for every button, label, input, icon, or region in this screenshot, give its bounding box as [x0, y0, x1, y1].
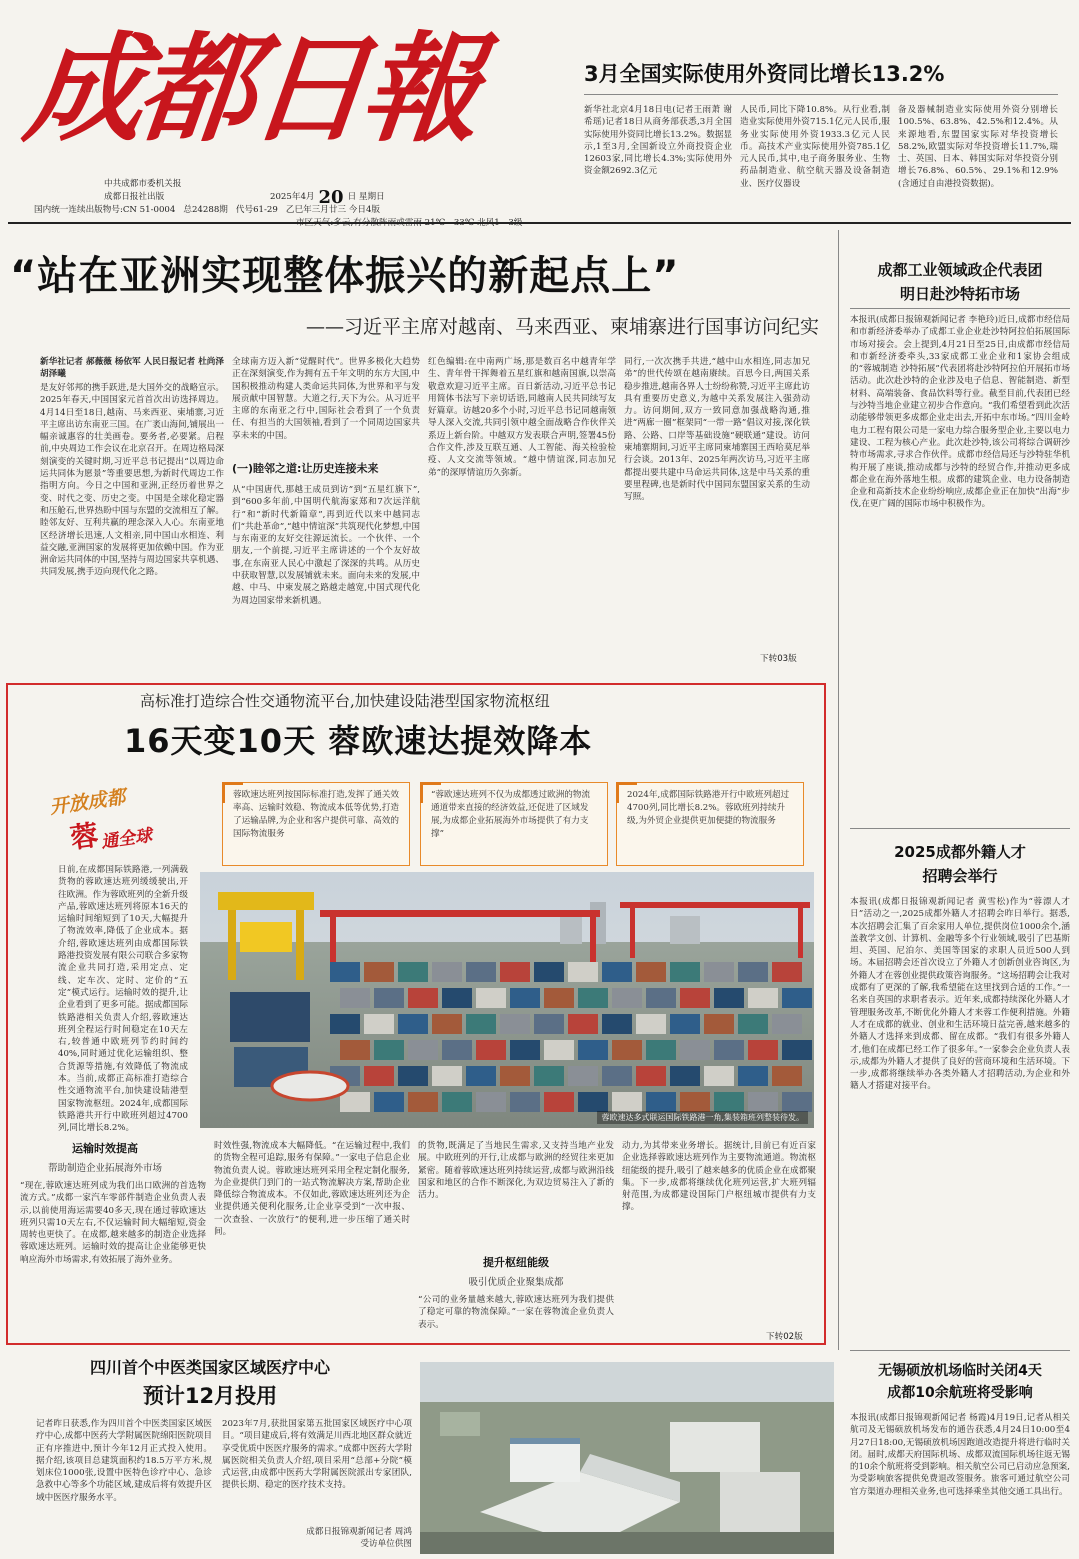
feature-col-c2: “公司的业务量越来越大,蓉欧速达班列为我们提供了稳定可靠的物流保障。”一家在蓉物流企业负责人表示。 — [418, 1295, 614, 1330]
container-block — [544, 1040, 574, 1060]
feature-col-c: 的货物,既满足了当地民生需求,又支持当地产业发展。中欧班列的开行,让成都与欧洲的经贸往来更加紧密。随着蓉欧速达班列持续运营,成都与欧洲沿线国家和地区的合作不断深化,为双边贸易注入了新的活力。 — [418, 1141, 614, 1201]
container-block — [340, 1040, 370, 1060]
container-block — [646, 1092, 676, 1112]
lead-headline: “站在亚洲实现整体振兴的新起点上” — [10, 253, 680, 299]
container-block — [782, 988, 812, 1008]
credit-photo: 受访单位供图 — [360, 1539, 412, 1550]
container-block — [510, 1092, 540, 1112]
container-block — [374, 1092, 404, 1112]
date-year-month: 2025年4月 — [270, 192, 315, 202]
side1-headline-line-1: 成都工业领域政企代表团 — [877, 261, 1043, 279]
container-block — [612, 1040, 642, 1060]
container-block — [510, 1040, 540, 1060]
top-right-col-3: 备及器械制造业实际使用外资分别增长100.5%、63.8%、42.5%和12.4%。从来源地看,东盟国家实际对华投资增长58.2%,欧盟实际对华投资增长11.7%,瑞士、英国、日本、韩国实际对华投资分别增长76.8%、60.5%、29.1%和12.9%(含通过自由港投资数据)。 — [898, 105, 1058, 189]
container-block — [680, 1092, 710, 1112]
container-block — [374, 988, 404, 1008]
container-block — [408, 1092, 438, 1112]
masthead-logo: 成都日報 — [19, 19, 482, 158]
container-block — [330, 962, 360, 982]
container-block — [602, 1066, 632, 1086]
container-block — [408, 988, 438, 1008]
container-block — [680, 1040, 710, 1060]
container-block — [612, 1092, 642, 1112]
container-block — [374, 1040, 404, 1060]
bottom-right-headline — [850, 1360, 1070, 1404]
feature-subhead-2-title: 提升枢纽能级 — [483, 1256, 549, 1269]
container-block — [578, 1092, 608, 1112]
container-block — [636, 962, 666, 982]
container-block — [476, 988, 506, 1008]
badge-line-3: 通全球 — [99, 825, 154, 853]
container-block — [782, 1092, 812, 1112]
credit-reporter: 成都日报锦观新闻记者 周鸿 — [306, 1527, 412, 1537]
container-block — [602, 1014, 632, 1034]
badge-line-1: 开放成都 — [48, 786, 127, 819]
container-block — [476, 1092, 506, 1112]
container-block — [534, 1014, 564, 1034]
container-block — [738, 1066, 768, 1086]
lead-section-title: (一)睦邻之道:让历史连接未来 — [232, 462, 379, 475]
container-block — [510, 988, 540, 1008]
container-block — [466, 962, 496, 982]
bottom-left-headline-line-2: 预计12月投用 — [142, 1384, 278, 1408]
feature-col-a: “现在,蓉欧速达班列成为我们出口欧洲的首选物流方式。”成都一家汽车零部件制造企业负责人表示,以前使用海运需要40多天,现在通过蓉欧速达班列只需10天左右,不仅运输时间大幅缩短,资金周转也更快了。在成都,越来越多的制造企业选择蓉欧速达班列。运输时效的提高让企业能够更快响应海外市场需求,有效拓展了海外业务。 — [20, 1181, 206, 1265]
callout-1 — [222, 782, 410, 866]
container-block — [748, 1040, 778, 1060]
container-block — [738, 962, 768, 982]
container-block — [704, 1066, 734, 1086]
container-block — [646, 1040, 676, 1060]
feature-subhead-2-subtitle: 吸引优质企业聚集成都 — [468, 1277, 564, 1288]
feature-subhead-1-subtitle: 帮助制造企业拓展海外市场 — [47, 1163, 162, 1174]
container-block — [330, 1014, 360, 1034]
hospital-aerial-illustration — [420, 1362, 834, 1554]
side2-headline-line-2: 招聘会举行 — [922, 867, 998, 885]
feature-col-b: 时效性强,物流成本大幅降低。“在运输过程中,我们的货物全程可追踪,服务有保障。”一家电子信息企业物流负责人说。蓉欧速达班列采用全程定制化服务,为企业提供门到门的一站式物流解决方案,帮助企业降低综合物流成本。不仅如此,蓉欧速达班列还为企业提供通关便利化服务,让企业享受到“一次申报、一次查验、一次放行”的便利,进一步压缩了通关时间。 — [214, 1141, 410, 1238]
publisher-line: 中共成都市委机关报 — [104, 179, 182, 189]
container-block — [432, 1066, 462, 1086]
container-block — [772, 1014, 802, 1034]
callout-2-text: “蓉欧速达班列不仅为成都透过欧洲的物流通道带来直接的经济效益,还促进了区域发展,为成都企业拓展海外市场提供了有力支撑” — [431, 790, 591, 839]
container-block — [534, 962, 564, 982]
callout-1-text: 蓉欧速达班列按国际标准打造,发挥了通关效率高、运输时效稳、物流成本低等优势,打造了运输品牌,为企业和客户提供可靠、高效的国际物流服务 — [233, 790, 400, 839]
container-block — [578, 988, 608, 1008]
container-block — [364, 1066, 394, 1086]
lead-subheadline: ——习近平主席对越南、马来西亚、柬埔寨进行国事访问纪实 — [306, 316, 820, 338]
container-block — [500, 962, 530, 982]
container-block — [466, 1066, 496, 1086]
container-block — [578, 1040, 608, 1060]
container-block — [602, 962, 632, 982]
container-block — [432, 1014, 462, 1034]
bottom-right-headline-line-2: 成都10余航班将受影响 — [887, 1385, 1033, 1401]
issue-number: 总24288期 — [183, 205, 228, 215]
side2-headline — [850, 840, 1070, 888]
container-block — [704, 1014, 734, 1034]
feature-subhead-1-title: 运输时效提高 — [72, 1142, 138, 1155]
container-block — [738, 1014, 768, 1034]
container-block — [714, 988, 744, 1008]
date-weekday: 日 星期日 — [347, 192, 385, 202]
lead-col-3: 红色编辑:在中南两广场,那是数百名中越青年学生、青年骨干挥舞着五星红旗和越南国旗,以崇高敬意欢迎习近平主席。百日新活动,习近平总书记用简体书法写下亲切话语,同越南人民共同续写友好篇章。访越20多个小时,习近平总书记同越南领导人深入交流,共同引领中越全面战略合作伙伴关系迈上新台阶。中越双方发表联合声明,签署45份合作文件,涉及互联互通、人工智能、海关检验检疫、人文交流等领域。“越中情谊深,同志加兄弟”的深厚情谊历久弥新。 — [428, 357, 616, 478]
side1-body: 本报讯(成都日报锦观新闻记者 李艳玲)近日,成都市经信局和市新经济委举办了成都工业企业赴沙特阿拉伯拓展国际市场对接会。会上提到,4月21日至25日,由成都市经信局和市新经济委牵头,33家成都工业企业和1家协会组成的“蓉城制造 沙特拓展”代表团将赴沙特阿拉伯开展拓市场活动。此次赴沙特的企业涉及电子信息、智能制造、新型材料、高端装备、食品饮料等行业。截至目前,代表团已经与沙特当地企业建立初步合作意向。“我们希望看到此次活动能够带领更多成都企业走出去,开拓中东市场。”四川金岭电力工程有限公司是一家电力综合服务型企业,主要以电力建设、工程为核心产业。此次赴沙特,该公司将综合调研沙特市场需求,寻求合作伙伴。成都市经信局还与沙特驻华机构开展了座谈,推动成都与沙特的经贸合作,并推动更多成都企业在海外落地生根。成都的建筑企业、电力设备制造企业和高新技术企业纷纷响应,成都企业正在加快“出海”步伐,在更广阔的国际市场中积极作为。 — [850, 315, 1070, 510]
side1-headline — [850, 258, 1070, 306]
container-block — [544, 988, 574, 1008]
lead-col-2b: 从“中国唐代,那越王成员到访”到“五星红旗下”,到“600多年前,中国明代航海家郑和7次远洋航行”和“新时代新篇章”,再到近代以来中越同志们“共赴革命”,“越中情谊深”共筑现代化梦想,中国与东南亚的友好交往源远流长。一个伙伴、一个朋友,一个前提,习近平主席讲述的一个个友好故事,在东南亚人民心中激起了深深的共鸣。从历史中获取智慧,以发展铺就未来。面向未来的发展,中越、中马、中柬发展之路越走越宽,中国式现代化为周边国家带来新机遇。 — [232, 485, 420, 606]
container-block — [442, 988, 472, 1008]
feature-continued: 下转02版 — [766, 1332, 803, 1342]
lead-col-2: 全球南方迈入新“觉醒时代”。世界多极化大趋势正在深刻演变,作为拥有五千年文明的东方大国,中国积极推动构建人类命运共同体,为世界和平与发展贡献中国智慧。大道之行,天下为公。从习近平主席的东南亚之行中,国际社会看到了一个负责任、有担当的大国领袖,看到了一个同周边国家共享未来的中国。 — [232, 357, 420, 441]
rail-port-photo — [200, 872, 814, 1128]
issn: 国内统一连续出版物号:CN 51-0004 — [34, 205, 176, 215]
bottom-left-headline-line-1: 四川首个中医类国家区域医疗中心 — [89, 1358, 330, 1377]
container-block — [466, 1014, 496, 1034]
postal-code: 代号61-29 — [235, 205, 278, 215]
container-block — [568, 1014, 598, 1034]
container-block — [432, 962, 462, 982]
container-block — [670, 1014, 700, 1034]
feature-headline: 16天变10天 蓉欧速达提效降本 — [124, 722, 593, 760]
container-block — [748, 1092, 778, 1112]
bottom-left-headline — [10, 1354, 410, 1410]
side2-headline-line-1: 2025成都外籍人才 — [894, 843, 1026, 861]
date-day: 20 — [318, 187, 344, 208]
top-right-col-2: 人民币,同比下降10.8%。从行业看,制造业实际使用外资715.1亿元人民币,服务业实际使用外资1933.3亿元人民币。高技术产业实际使用外资785.1亿元人民币,其中,电子商务服务业、生物药品制造业、航空航天器及设备制造业、医疗仪器设 — [740, 105, 890, 189]
container-block — [398, 1066, 428, 1086]
feature-col-d: 动力,为其带来业务增长。据统计,目前已有近百家企业选择蓉欧速达班列作为主要物流通道。物流枢纽能级的提升,吸引了越来越多的优质企业在成都聚集。下一步,成都将继续优化班列运营,扩大班列辐射范围,为成都建设国际门户枢纽城市提供有力支撑。 — [622, 1141, 816, 1213]
container-block — [704, 962, 734, 982]
top-right-headline: 3月全国实际使用外资同比增长13.2% — [584, 62, 945, 86]
container-block — [500, 1066, 530, 1086]
container-block — [782, 1040, 812, 1060]
container-block — [568, 962, 598, 982]
container-block — [646, 988, 676, 1008]
badge-line-2: 蓉 — [68, 818, 101, 855]
publisher-line-2: 成都日报社出版 — [104, 192, 165, 202]
container-block — [612, 988, 642, 1008]
rail-port-illustration — [200, 872, 814, 1128]
lunar-date: 乙巳年三月廿三 今日4版 — [285, 205, 381, 215]
container-block — [772, 962, 802, 982]
container-block — [364, 962, 394, 982]
feature-kicker: 高标准打造综合性交通物流平台,加快建设陆港型国家物流枢纽 — [140, 692, 550, 710]
container-block — [500, 1014, 530, 1034]
bottom-right-headline-line-1: 无锡硕放机场临时关闭4天 — [878, 1363, 1042, 1379]
photo-caption: 蓉欧速达多式联运国际铁路港一角,集装箱班列整装待发。 — [597, 1111, 808, 1124]
callout-3 — [616, 782, 804, 866]
container-block — [398, 1014, 428, 1034]
container-block — [680, 988, 710, 1008]
container-block — [714, 1040, 744, 1060]
side2-body: 本报讯(成都日报锦观新闻记者 黄雪松)作为“蓉漂人才日”活动之一,2025成都外籍人才招聘会昨日举行。据悉,本次招聘会汇集了百余家用人单位,提供岗位1000余个,涵盖教学文创、计算机、金融等多个行业领域,吸引了巴基斯坦、英国、尼泊尔、美国等国家的求职人员近500人到场。本届招聘会还首次设立了外籍人才创新创业咨询区,为外籍人才在蓉创业提供政策咨询服务。“这场招聘会让我对成都有了更深的了解,我希望能在这里找到合适的工作。”一名来自英国的求职者表示。近年来,成都持续深化外籍人才管理服务改革,不断优化外籍人才来蓉工作便利措施。外籍人才在成都的就业、创业和生活环境日益完善,越来越多的外籍人才选择来到成都、留在成都。“我们有很多外籍人才,他们在成都已经工作了很多年。”一家参会企业负责人表示,成都为外籍人才提供了良好的营商环境和生活环境。下一步,成都将继续举办各类外籍人才招聘活动,为企业和外籍人才搭建对接平台。 — [850, 897, 1070, 1092]
feature-subhead-1 — [20, 1140, 190, 1174]
container-block — [442, 1040, 472, 1060]
container-block — [544, 1092, 574, 1112]
bottom-left-col-2: 2023年7月,获批国家第五批国家区域医疗中心项目。“项目建成后,将有效满足川西北地区群众就近享受优质中医医疗服务的需求。”成都中医药大学附属医院相关负责人介绍,项目采用“总部+分院”模式运营,由成都中医药大学附属医院派出专家团队,提供长期、稳定的医疗技术支持。 — [222, 1419, 412, 1491]
container-block — [442, 1092, 472, 1112]
callout-3-text: 2024年,成都国际铁路港开行中欧班列超过4700列,同比增长8.2%。蓉欧班列持续升级,为外贸企业提供更加便捷的物流服务 — [627, 790, 790, 826]
container-block — [340, 988, 370, 1008]
container-block — [568, 1066, 598, 1086]
bottom-right-body: 本报讯(成都日报锦观新闻记者 杨霞)4月19日,记者从相关航司及无锡硕放机场发布的通告获悉,4月24日10:00至4月27日18:00,无锡硕放机场因跑道改造提升将进行临时关闭。届时,成都天府国际机场、成都双流国际机场往返无锡的10余个航班将受到影响。相关航空公司已启动应急预案,为受影响旅客提供免费退改签服务。旅客可通过航空公司官方渠道办理相关业务,也可选择乘坐其他交通工具出行。 — [850, 1413, 1070, 1497]
hospital-photo — [420, 1362, 834, 1554]
container-block — [534, 1066, 564, 1086]
bottom-left-col-1: 记者昨日获悉,作为四川首个中医类国家区域医疗中心,成都中医药大学附属医院绵阳医院项目正有序推进中,预计今年12月正式投入使用。据介绍,该项目总建筑面积约18.5万平方米,规划床位1000张,设置中医特色诊疗中心、急诊急救中心等多个功能区域,建成后将有效提升区域中医医疗服务水平。 — [36, 1419, 212, 1503]
callout-2 — [420, 782, 608, 866]
lead-col-1: 是友好邻邦的携手跃进,是大国外交的战略宣示。2025年春天,中国国家元首首次出访选择周边。4月14日至18日,越南、马来西亚、柬埔寨,习近平主席出访东南亚三国。在广袤山海间,铺展出一幅亲诚惠容的壮美画卷。要务者,必要紧。启程前,中央周边工作会议在北京召开。在周边格局深刻演变的关键时期,习近平总书记提出“以周边命运共同体为愿景”等重要思想,为新时代周边工作指明方向。今日之中国和亚洲,正经历着世界之变、时代之变、历史之变。中国是全球化稳定器和压舱石,世界热盼中国与东盟的交流相互了解。睦邻友好、互利共赢的理念深入人心。东南亚地区经济增长迅速,人文相亲,同中国山水相连、利益交融,亚洲国家的发展将更加依赖中国。作为亚洲命运共同体的中国,坚持与周边国家共享机遇、共同发展,携手迈向现代化之路。 — [40, 383, 224, 578]
bottom-left-credit — [240, 1526, 412, 1554]
container-block — [408, 1040, 438, 1060]
lead-col-4: 同行,一次次携手共进,“越中山水相连,同志加兄弟”的世代传颂在越南赓续。百思今日,两国关系稳步推进,越南各界人士纷纷称赞,习近平主席此访具有重要历史意义,为越中关系发展注入强劲动力。访问期间,双方一致同意加强战略沟通,推进“两廊一圈”框架同“一带一路”倡议对接,深化铁路、公路、口岸等基础设施“硬联通”建设。访问柬埔寨期间,习近平主席同柬埔寨国王西哈莫尼举行会谈。2013年、2025年两次访马,习近平主席都提出要共建中马命运共同体,这是中马关系的重要里程碑,也是新时代中国同东盟国家关系的生动写照。 — [624, 357, 810, 503]
container-block — [670, 1066, 700, 1086]
top-right-col-1: 新华社北京4月18日电(记者王雨萧 谢希瑶)记者18日从商务部获悉,3月全国实际使用外资同比增长13.2%。数据显示,1至3月,全国新设立外商投资企业12603家,同比增长4.3%;实际使用外资金额2692.3亿元 — [584, 105, 732, 177]
container-block — [670, 962, 700, 982]
side1-headline-line-2: 明日赴沙特拓市场 — [899, 285, 1020, 303]
container-block — [476, 1040, 506, 1060]
feature-left-body: 日前,在成都国际铁路港,一列满载货物的蓉欧速达班列缓缓驶出,开往欧洲。作为蓉欧班列的全新升级产品,蓉欧速达班列将原本16天的运输时间缩短到了10天,大幅提升了物流效率,降低了企业成本。据介绍,蓉欧速达班列由成都国际铁路港投资发展有限公司联合多家物流企业共同打造,采用定点、定线、定车次、定时、定价的“五定”模式运行。运输时效的提升,让企业看到了更多可能。据成都国际铁路港相关负责人介绍,蓉欧速达班列全程运行时间稳定在10天左右,较普通中欧班列节约时间约40%,同时通过优化运输组织、整合货源等措施,有效降低了物流成本。当前,成都正高标准打造综合性交通物流平台,加快建设陆港型国家物流枢纽。2024年,成都国际铁路港共开行中欧班列超过4700列,同比增长8.2%。 — [58, 865, 188, 1134]
container-block — [398, 962, 428, 982]
container-block — [714, 1092, 744, 1112]
container-block — [364, 1014, 394, 1034]
container-block — [772, 1066, 802, 1086]
container-block — [340, 1092, 370, 1112]
container-block — [748, 988, 778, 1008]
feature-subhead-2 — [418, 1254, 614, 1288]
container-block — [636, 1014, 666, 1034]
lead-continued: 下转03版 — [760, 654, 797, 664]
lead-byline: 新华社记者 郝薇薇 杨依军 人民日报记者 杜尚泽 胡泽曦 — [40, 357, 224, 380]
container-block — [636, 1066, 666, 1086]
